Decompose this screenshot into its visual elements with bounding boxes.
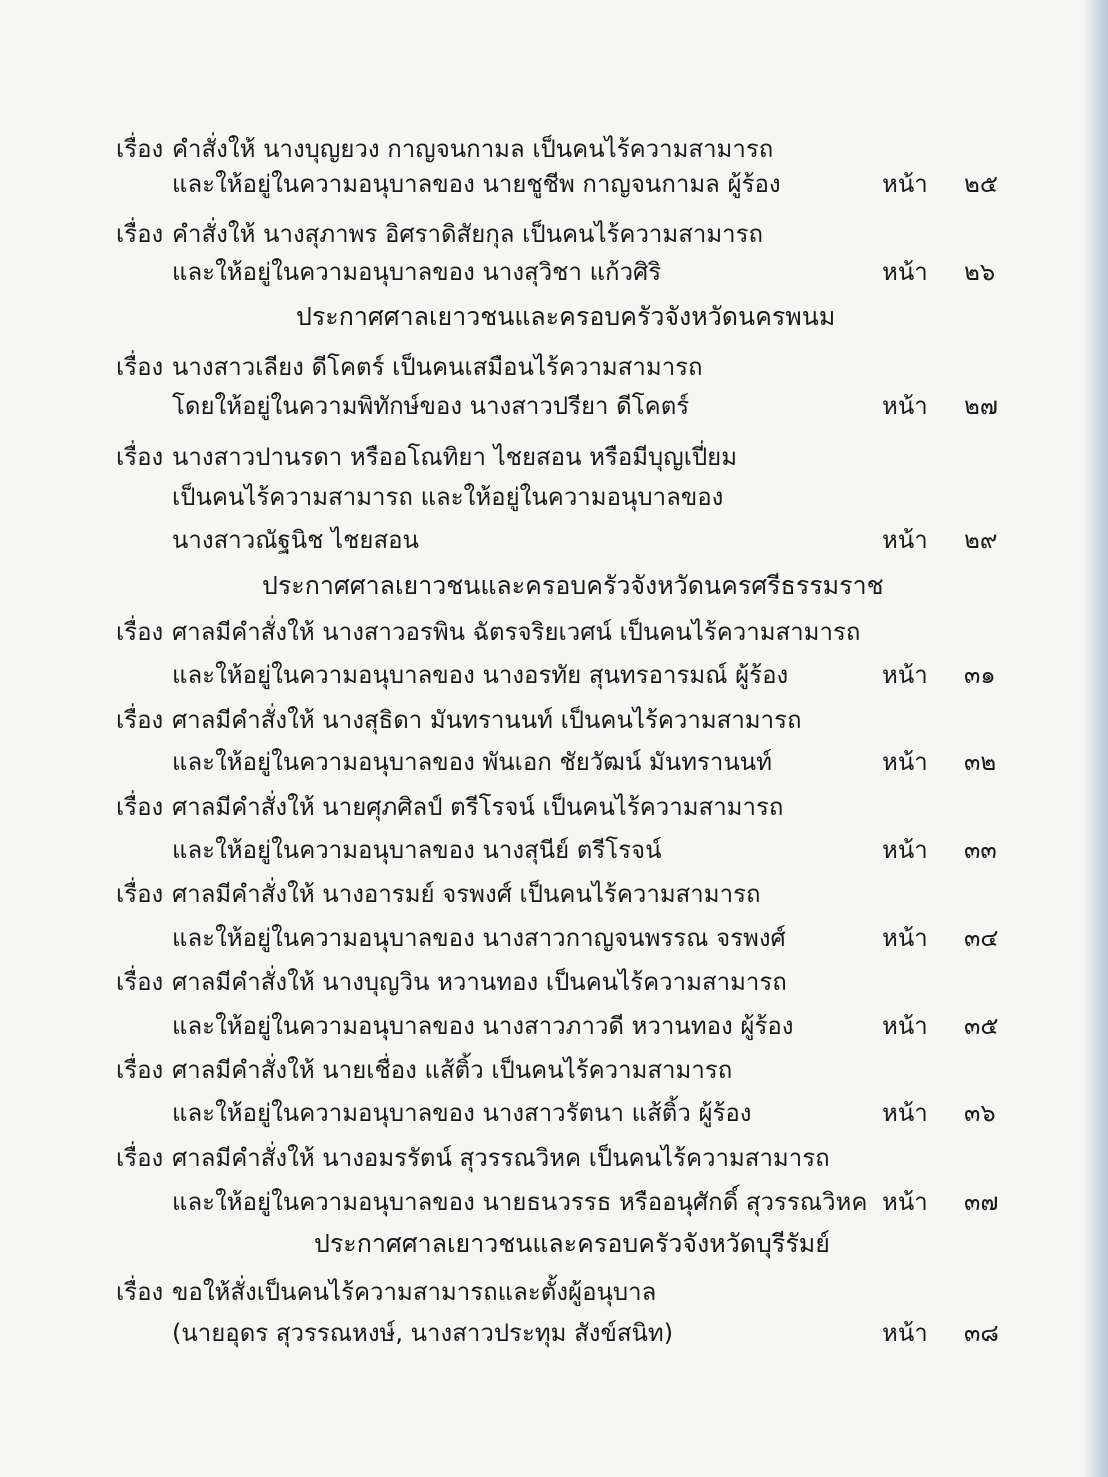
toc-entry-line xyxy=(0,1270,1060,1314)
toc-entry-line xyxy=(0,162,1060,206)
page-label: หน้า xyxy=(882,748,928,776)
entry-label: เรื่อง xyxy=(116,1056,164,1084)
heading-text: ประกาศศาลเยาวชนและครอบครัวจังหวัดนครพนม xyxy=(296,302,836,331)
toc-entry-line xyxy=(0,1311,1060,1355)
entry-text: (นายอุดร สุวรรณหงษ์, นางสาวประทุม สังข์สนิท) xyxy=(172,1319,674,1347)
page-label: หน้า xyxy=(882,170,928,198)
entry-label: เรื่อง xyxy=(116,353,164,381)
page-label: หน้า xyxy=(882,1012,928,1040)
toc-entry-line xyxy=(0,916,1060,960)
entry-label: เรื่อง xyxy=(116,1278,164,1306)
heading-text: ประกาศศาลเยาวชนและครอบครัวจังหวัดบุรีรัมย์ xyxy=(314,1229,830,1258)
entry-text: ศาลมีคำสั่งให้ นายศุภศิลป์ ตรีโรจน์ เป็นคนไร้ความสามารถ xyxy=(172,793,784,821)
page-number: ๓๑ xyxy=(964,661,996,689)
page-label: หน้า xyxy=(882,661,928,689)
page-label: หน้า xyxy=(882,1188,928,1216)
entry-text: นางสาวเลียง ดีโคตร์ เป็นคนเสมือนไร้ความสามารถ xyxy=(172,353,703,381)
page-label: หน้า xyxy=(882,1099,928,1127)
toc-entry-line xyxy=(0,345,1060,389)
toc-entry-line xyxy=(0,698,1060,742)
toc-entry-line xyxy=(0,960,1060,1004)
entry-text: และให้อยู่ในความอนุบาลของ นายชูชีพ กาญจนกามล ผู้ร้อง xyxy=(172,170,781,198)
entry-label: เรื่อง xyxy=(116,880,164,908)
entry-label: เรื่อง xyxy=(116,793,164,821)
entry-text: เป็นคนไร้ความสามารถ และให้อยู่ในความอนุบาลของ xyxy=(172,483,724,511)
page-label: หน้า xyxy=(882,392,928,420)
entry-text: ศาลมีคำสั่งให้ นางอารมย์ จรพงศ์ เป็นคนไร้ความสามารถ xyxy=(172,880,761,908)
page-number: ๓๕ xyxy=(964,1012,999,1040)
page-label: หน้า xyxy=(882,526,928,554)
toc-entry-line xyxy=(0,1004,1060,1048)
entry-text: และให้อยู่ในความอนุบาลของ พันเอก ชัยวัฒน์ มันทรานนท์ xyxy=(172,748,773,776)
toc-entry-line xyxy=(0,1048,1060,1092)
entry-label: เรื่อง xyxy=(116,968,164,996)
page-label: หน้า xyxy=(882,1319,928,1347)
toc-entry-line xyxy=(0,250,1060,294)
toc-entry-line xyxy=(0,740,1060,784)
section-heading xyxy=(0,564,1108,608)
entry-text: ศาลมีคำสั่งให้ นายเชื่อง แส้ติ้ว เป็นคนไร้ความสามารถ xyxy=(172,1056,733,1084)
entry-text: คำสั่งให้ นางบุญยวง กาญจนกามล เป็นคนไร้ความสามารถ xyxy=(172,135,774,163)
page-edge-shadow xyxy=(1082,0,1108,1477)
page-label: หน้า xyxy=(882,836,928,864)
page-number: ๒๗ xyxy=(964,392,998,420)
entry-text: และให้อยู่ในความอนุบาลของ นางสุนีย์ ตรีโรจน์ xyxy=(172,836,662,864)
section-heading xyxy=(0,1222,1108,1266)
toc-entry-line xyxy=(0,435,1060,479)
page-number: ๓๗ xyxy=(964,1188,999,1216)
toc-entry-line xyxy=(0,828,1060,872)
page-label: หน้า xyxy=(882,924,928,952)
page-number: ๒๙ xyxy=(964,526,998,554)
entry-text: และให้อยู่ในความอนุบาลของ นางสาวกาญจนพรรณ จรพงศ์ xyxy=(172,924,786,952)
entry-label: เรื่อง xyxy=(116,220,164,248)
entry-text: คำสั่งให้ นางสุภาพร อิศราดิสัยกุล เป็นคนไร้ความสามารถ xyxy=(172,220,764,248)
entry-text: ศาลมีคำสั่งให้ นางสุธิดา มันทรานนท์ เป็นคนไร้ความสามารถ xyxy=(172,706,802,734)
toc-entry-line xyxy=(0,518,1060,562)
section-heading xyxy=(0,295,1108,339)
entry-label: เรื่อง xyxy=(116,706,164,734)
entry-text: และให้อยู่ในความอนุบาลของ นางสาวภาวดี หวานทอง ผู้ร้อง xyxy=(172,1012,794,1040)
page-number: ๓๓ xyxy=(964,836,997,864)
page-number: ๒๖ xyxy=(964,258,996,286)
page-number: ๓๔ xyxy=(964,924,999,952)
entry-text: ศาลมีคำสั่งให้ นางสาวอรพิน ฉัตรจริยเวศน์ เป็นคนไร้ความสามารถ xyxy=(172,618,861,646)
entry-label: เรื่อง xyxy=(116,443,164,471)
page-label: หน้า xyxy=(882,258,928,286)
entry-label: เรื่อง xyxy=(116,618,164,646)
toc-entry-line xyxy=(0,1091,1060,1135)
heading-text: ประกาศศาลเยาวชนและครอบครัวจังหวัดนครศรีธรรมราช xyxy=(262,571,884,600)
entry-text: โดยให้อยู่ในความพิทักษ์ของ นางสาวปรียา ดีโคตร์ xyxy=(172,392,690,420)
entry-text: และให้อยู่ในความอนุบาลของ นางอรทัย สุนทรอารมณ์ ผู้ร้อง xyxy=(172,661,789,689)
entry-text: และให้อยู่ในความอนุบาลของ นายธนวรรธ หรืออนุศักดิ์ สุวรรณวิหค xyxy=(172,1188,868,1216)
entry-text: และให้อยู่ในความอนุบาลของ นางสาวรัตนา แส้ติ้ว ผู้ร้อง xyxy=(172,1099,752,1127)
entry-label: เรื่อง xyxy=(116,135,164,163)
entry-text: ศาลมีคำสั่งให้ นางบุญวิน หวานทอง เป็นคนไร้ความสามารถ xyxy=(172,968,787,996)
toc-entry-line xyxy=(0,872,1060,916)
page-number: ๓๘ xyxy=(964,1319,999,1347)
toc-entry-line xyxy=(0,653,1060,697)
toc-entry-line xyxy=(0,475,1060,519)
page-number: ๒๕ xyxy=(964,170,998,198)
entry-label: เรื่อง xyxy=(116,1144,164,1172)
toc-entry-line xyxy=(0,384,1060,428)
entry-text: และให้อยู่ในความอนุบาลของ นางสุวิชา แก้วศิริ xyxy=(172,258,662,286)
entry-text: ศาลมีคำสั่งให้ นางอมรรัตน์ สุวรรณวิหค เป็นคนไร้ความสามารถ xyxy=(172,1144,830,1172)
page-number: ๓๖ xyxy=(964,1099,996,1127)
toc-entry-line xyxy=(0,610,1060,654)
entry-text: นางสาวปานรดา หรืออโณทิยา ไชยสอน หรือมีบุญเปี่ยม xyxy=(172,443,738,471)
toc-entry-line xyxy=(0,1136,1060,1180)
entry-text: ขอให้สั่งเป็นคนไร้ความสามารถและตั้งผู้อนุบาล xyxy=(172,1278,657,1306)
entry-text: นางสาวณัฐนิช ไชยสอน xyxy=(172,526,419,554)
page-number: ๓๒ xyxy=(964,748,997,776)
toc-entry-line xyxy=(0,1180,1060,1224)
toc-entry-line xyxy=(0,785,1060,829)
